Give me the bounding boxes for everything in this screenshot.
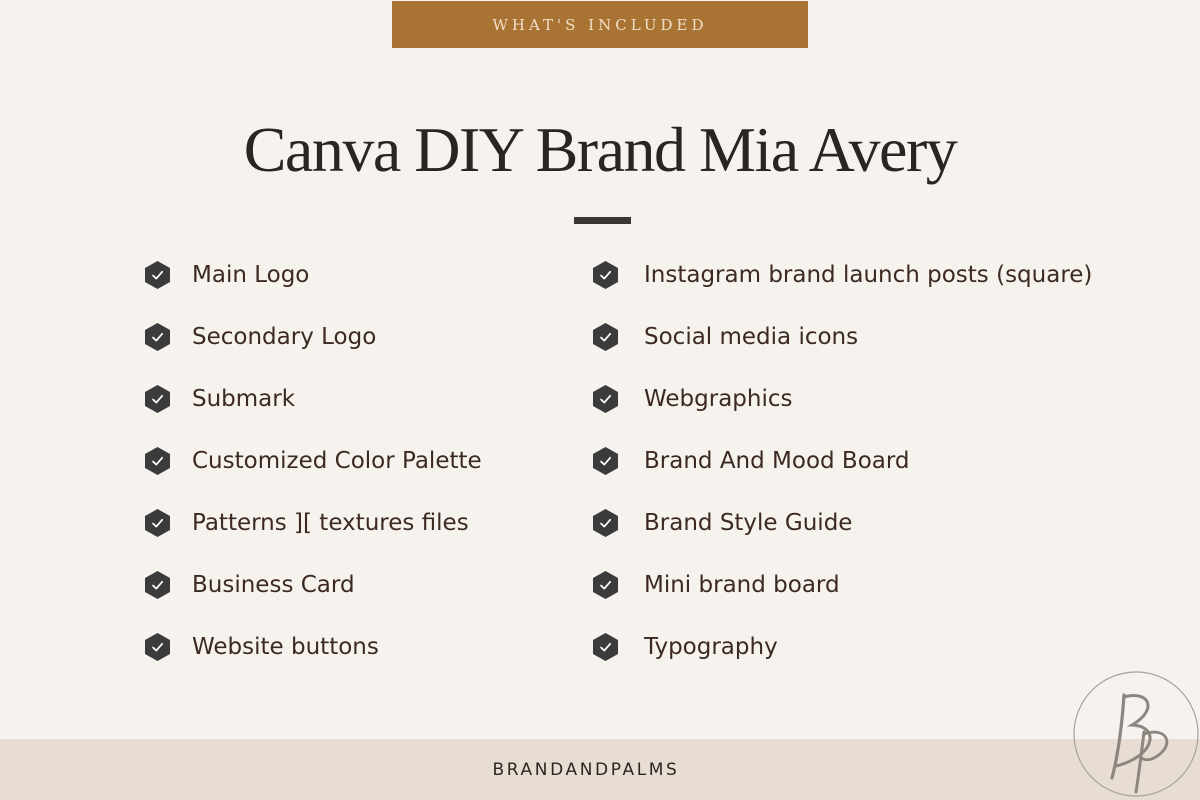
brand-monogram-logo <box>1072 670 1200 800</box>
list-item <box>592 554 1092 616</box>
check-hexagon-icon <box>144 508 171 538</box>
list-item-label: Business Card <box>192 572 355 598</box>
list-item-label: Instagram brand launch posts (square) <box>644 262 1093 288</box>
list-item <box>592 492 1092 554</box>
list-item <box>592 306 1092 368</box>
list-item-label: Submark <box>192 386 296 412</box>
list-item <box>144 244 482 306</box>
list-item <box>144 368 482 430</box>
list-item <box>592 368 1092 430</box>
check-hexagon-icon <box>144 322 171 352</box>
list-item <box>144 306 482 368</box>
check-hexagon-icon <box>592 446 619 476</box>
check-hexagon-icon <box>592 632 619 662</box>
list-item-label: Typography <box>644 634 778 660</box>
check-hexagon-icon <box>144 632 171 662</box>
list-item-label: Brand Style Guide <box>644 510 853 536</box>
check-hexagon-icon <box>144 384 171 414</box>
title-divider <box>574 217 631 224</box>
check-hexagon-icon <box>592 322 619 352</box>
footer-bar <box>0 739 1200 800</box>
list-item-label: Main Logo <box>192 262 310 288</box>
included-list-left <box>144 244 482 678</box>
list-item <box>592 244 1092 306</box>
page-title: Canva DIY Brand Mia Avery <box>243 114 957 185</box>
check-hexagon-icon <box>592 384 619 414</box>
check-hexagon-icon <box>592 260 619 290</box>
list-item <box>592 430 1092 492</box>
list-item-label: Social media icons <box>644 324 859 350</box>
list-item-label: Webgraphics <box>644 386 793 412</box>
list-item-label: Customized Color Palette <box>192 448 482 474</box>
check-hexagon-icon <box>144 446 171 476</box>
list-item-label: Website buttons <box>192 634 379 660</box>
check-hexagon-icon <box>592 570 619 600</box>
included-list-right <box>592 244 1092 678</box>
whats-included-tag <box>392 1 808 48</box>
check-hexagon-icon <box>144 570 171 600</box>
list-item-label: Secondary Logo <box>192 324 377 350</box>
list-item <box>144 430 482 492</box>
check-hexagon-icon <box>592 508 619 538</box>
tag-label: WHAT'S INCLUDED <box>492 15 708 34</box>
list-item <box>144 554 482 616</box>
list-item <box>144 492 482 554</box>
list-item-label: Brand And Mood Board <box>644 448 910 474</box>
check-hexagon-icon <box>144 260 171 290</box>
list-item <box>144 616 482 678</box>
list-item-label: Patterns ][ textures files <box>192 510 469 536</box>
list-item <box>592 616 1092 678</box>
list-item-label: Mini brand board <box>644 572 840 598</box>
footer-brand: BRANDANDPALMS <box>492 759 680 780</box>
